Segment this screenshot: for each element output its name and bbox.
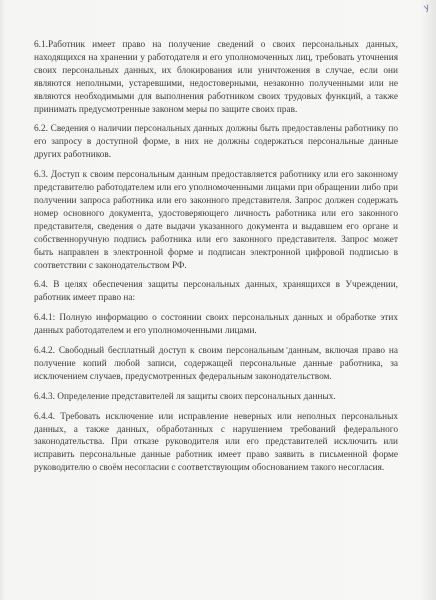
paragraph-6-4: 6.4. В целях обеспечения защиты персональных данных, хранящихся в Учреждении, работник имеет право на:: [34, 280, 398, 304]
paragraph-6-3: 6.3. Доступ к своим персональным данным предоставляется работнику или его законному представителю работодателем или его уполномоченными лицами при обращении либо при получении запроса работника или его законного представителя. Запрос должен содержать номер основного документа, удостоверяющего личность работника или его законного представителя, сведения о дате выдачи указанного документа и выдавшем его органе и собственноручную подпись работника или его законного представителя. Запрос может быть направлен в электронной форме и подписан электронной цифровой подписью в соответствии с законодательством РФ.: [34, 170, 398, 271]
paragraph-6-4-4: 6.4.4. Требовать исключение или исправление неверных или неполных персональных данных, а также данных, обработанных с нарушением требований федерального законодательства. При отказе руководителя или его представителей исключить или исправить персональные данные работник имеет право заявить в письменной форме руководителю о своём несогласии с соответствующим обоснованием такого несогласия.: [34, 411, 398, 474]
paragraph-6-1: 6.1.Работник имеет право на получение сведений о своих персональных данных, находящихся на хранении у работодателя и его уполномоченных лиц, требовать уточнения своих персональных данных, их блокирования или уничтожения в случае, если они являются неполными, устаревшими, недостоверными, незаконно полученными или не являются необходимыми для выполнения работником своих трудовых функций, а также принимать предусмотренные законом меры по защите своих прав.: [34, 40, 398, 115]
paragraph-6-4-3: 6.4.3. Определение представителей ля защиты своих персональных данных.: [34, 391, 336, 402]
paragraph-6-4-2: 6.4.2. Свободный бесплатный доступ к своим персональным данным, включая право на получение копий любой записи, содержащей персональные данные работника, за исключением случаев, предусмотренных федеральным законодательством.: [34, 346, 398, 382]
paragraph-6-2: 6.2. Сведения о наличии персональных данных должны быть предоставлены работнику по его запросу в доступной форме, в них не должны содержаться персональные данные других работников.: [34, 124, 398, 161]
document-body: [34, 39, 398, 482]
paragraph-6-4-1: 6.4.1: Полную информацию о состоянии своих персональных данных и обработке этих данных работодателем и его уполномоченными лицами.: [34, 313, 398, 337]
corner-pen-mark: y: [422, 2, 432, 14]
